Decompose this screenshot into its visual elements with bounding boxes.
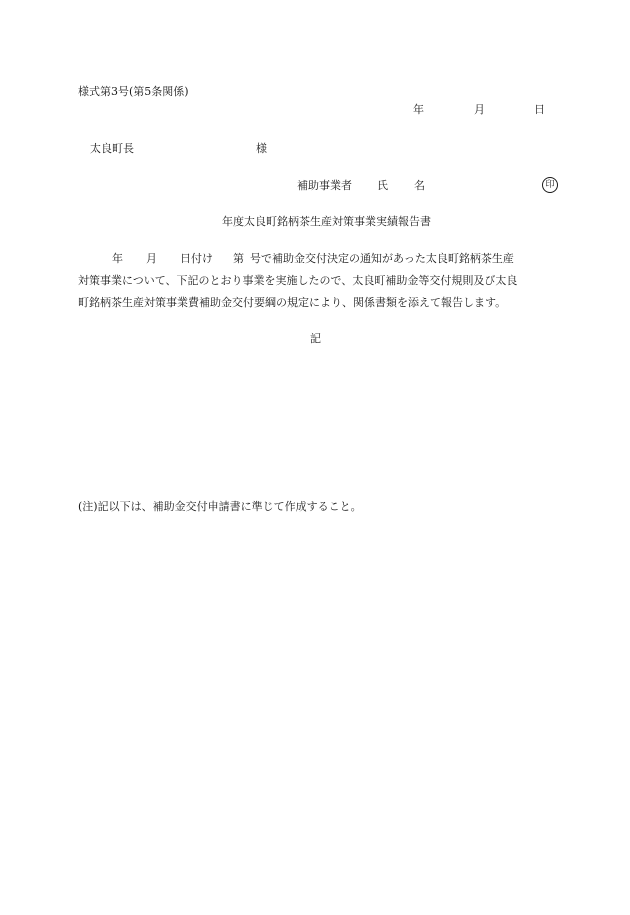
date-year-label: 年	[413, 103, 424, 116]
ki-heading: 記	[310, 332, 321, 345]
applicant-label: 補助事業者	[297, 179, 352, 192]
report-title: 年度太良町銘柄茶生産対策事業実績報告書	[222, 215, 431, 228]
addressee-honorific: 様	[256, 142, 267, 155]
applicant-name-label-second: 名	[414, 179, 425, 192]
date-month-label: 月	[474, 103, 485, 116]
applicant-name-label-first: 氏	[377, 179, 388, 192]
form-number: 様式第3号(第5条関係)	[78, 85, 189, 98]
date-day-label: 日	[534, 103, 545, 116]
body-paragraph-line-1	[78, 253, 514, 264]
body-paragraph-line-3: 町銘柄茶生産対策事業費補助金交付要綱の規定により、関係書類を添えて報告します。	[78, 296, 507, 309]
body-dated-label: 日付け	[180, 252, 213, 265]
body-line-1-text: 号で補助金交付決定の通知があった太良町銘柄茶生産	[250, 252, 514, 265]
body-year-label: 年	[112, 252, 123, 265]
body-paragraph-line-2: 対策事業について、下記のとおり事業を実施したので、太良町補助金等交付規則及び太良	[78, 274, 518, 287]
seal-icon: 印	[542, 177, 558, 193]
footnote: (注)記以下は、補助金交付申請書に準じて作成すること。	[78, 500, 362, 513]
body-number-prefix: 第	[233, 252, 244, 265]
body-month-label: 月	[146, 252, 157, 265]
addressee-title: 太良町長	[90, 142, 134, 155]
